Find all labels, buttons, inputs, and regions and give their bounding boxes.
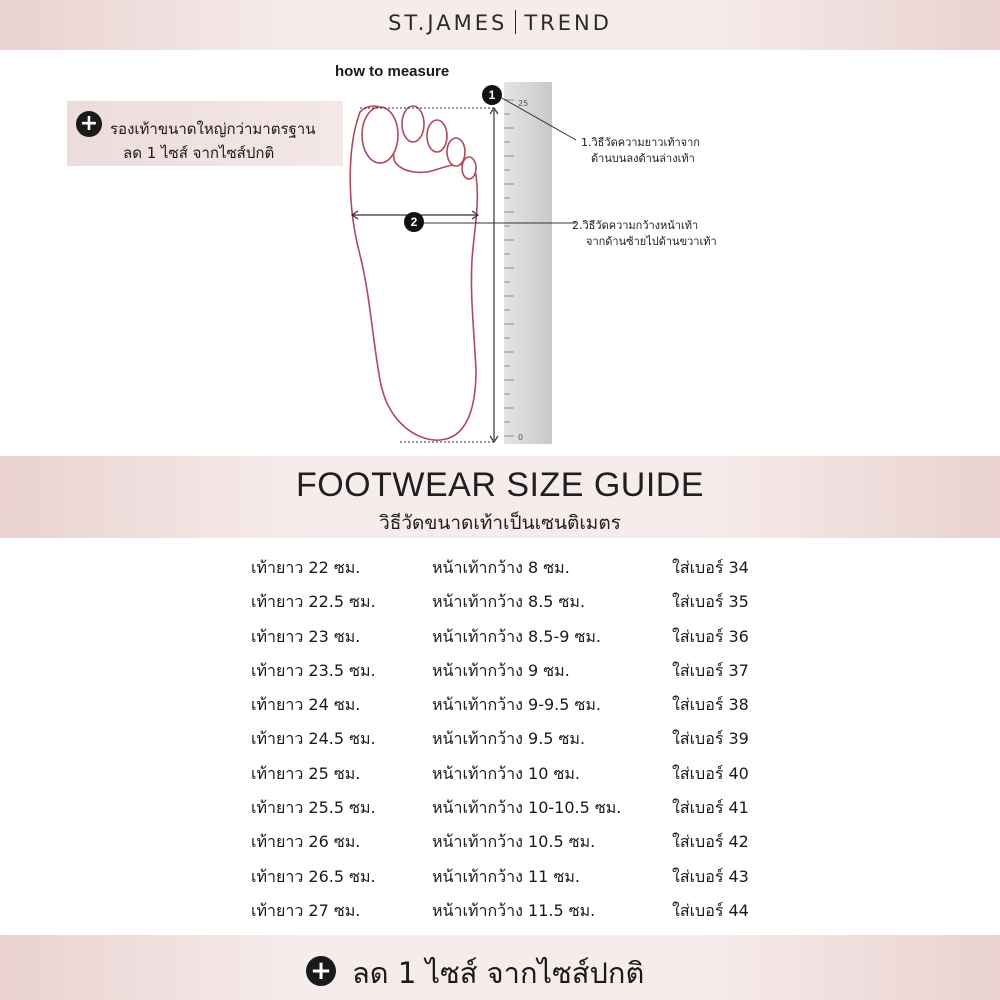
step-2-callout xyxy=(572,218,717,250)
shoe-size-cell: ใส่เบอร์ 42 xyxy=(672,832,749,852)
foot-diagram xyxy=(340,80,580,450)
brand-name: ST.JAMES xyxy=(388,11,508,35)
foot-length-cell: เท้ายาว 24 ซม. xyxy=(251,695,361,715)
table-row xyxy=(0,762,1000,796)
shoe-size-cell: ใส่เบอร์ 37 xyxy=(672,660,749,680)
step-1-badge: 1 xyxy=(482,85,502,105)
foot-width-cell: หน้าเท้ากว้าง 8.5 ซม. xyxy=(432,592,586,612)
footer-note: ลด 1 ไซส์ จากไซส์ปกติ xyxy=(352,956,645,990)
foot-width-cell: หน้าเท้ากว้าง 8.5-9 ซม. xyxy=(432,626,601,646)
table-row xyxy=(0,830,1000,864)
table-row xyxy=(0,865,1000,899)
foot-length-cell: เท้ายาว 26.5 ซม. xyxy=(251,866,376,886)
table-row xyxy=(0,659,1000,693)
foot-length-cell: เท้ายาว 25.5 ซม. xyxy=(251,798,376,818)
shoe-size-cell: ใส่เบอร์ 44 xyxy=(672,900,749,920)
foot-outline xyxy=(350,106,477,440)
table-row xyxy=(0,590,1000,624)
note-line-1: รองเท้าขนาดใหญ่กว่ามาตรฐาน xyxy=(110,120,316,138)
foot-width-cell: หน้าเท้ากว้าง 10-10.5 ซม. xyxy=(432,798,622,818)
shoe-size-cell: ใส่เบอร์ 39 xyxy=(672,729,749,749)
foot-width-cell: หน้าเท้ากว้าง 9-9.5 ซม. xyxy=(432,695,601,715)
foot-length-cell: เท้ายาว 24.5 ซม. xyxy=(251,729,376,749)
table-row xyxy=(0,625,1000,659)
foot-width-cell: หน้าเท้ากว้าง 11.5 ซม. xyxy=(432,900,596,920)
shoe-size-cell: ใส่เบอร์ 43 xyxy=(672,866,749,886)
brand-divider xyxy=(515,10,516,34)
foot-length-cell: เท้ายาว 22.5 ซม. xyxy=(251,592,376,612)
table-row xyxy=(0,899,1000,933)
shoe-size-cell: ใส่เบอร์ 40 xyxy=(672,763,749,783)
shoe-size-cell: ใส่เบอร์ 38 xyxy=(672,695,749,715)
foot-length-cell: เท้ายาว 26 ซม. xyxy=(251,832,361,852)
measure-title: how to measure xyxy=(335,63,450,80)
table-row xyxy=(0,693,1000,727)
foot-length-cell: เท้ายาว 25 ซม. xyxy=(251,763,361,783)
step-1-callout xyxy=(581,135,700,167)
ruler-label-top: 25 xyxy=(518,99,529,108)
ruler-label-bottom: 0 xyxy=(518,433,524,442)
size-table xyxy=(0,556,1000,933)
brand-logo xyxy=(0,10,1000,35)
plus-icon: + xyxy=(76,111,102,137)
foot-width-cell: หน้าเท้ากว้าง 10 ซม. xyxy=(432,763,580,783)
foot-width-cell: หน้าเท้ากว้าง 11 ซม. xyxy=(432,866,580,886)
foot-length-cell: เท้ายาว 22 ซม. xyxy=(251,558,361,577)
foot-width-cell: หน้าเท้ากว้าง 9.5 ซม. xyxy=(432,729,586,749)
foot-width-cell: หน้าเท้ากว้าง 9 ซม. xyxy=(432,660,570,680)
oversize-note xyxy=(67,101,343,166)
step-2-badge: 2 xyxy=(404,212,424,232)
table-row xyxy=(0,727,1000,761)
foot-width-cell: หน้าเท้ากว้าง 10.5 ซม. xyxy=(432,832,596,852)
brand-tag: TREND xyxy=(524,11,612,35)
note-line-2: ลด 1 ไซส์ จากไซส์ปกติ xyxy=(123,144,275,162)
guide-subtitle: วิธีวัดขนาดเท้าเป็นเซนติเมตร xyxy=(379,512,621,534)
table-row xyxy=(0,556,1000,590)
shoe-size-cell: ใส่เบอร์ 35 xyxy=(672,592,749,612)
step-1-line-2: ด้านบนลงด้านล่างเท้า xyxy=(591,152,695,165)
ruler xyxy=(504,82,552,444)
plus-icon: + xyxy=(306,956,336,986)
step-2-line-2: จากด้านซ้ายไปด้านขวาเท้า xyxy=(586,235,717,248)
step-2-line-1: 2.วิธีวัดความกว้างหน้าเท้า xyxy=(572,219,699,232)
shoe-size-cell: ใส่เบอร์ 36 xyxy=(672,626,749,646)
shoe-size-cell: ใส่เบอร์ 41 xyxy=(672,798,749,818)
foot-length-cell: เท้ายาว 23.5 ซม. xyxy=(251,660,376,680)
step-1-line-1: 1.วิธีวัดความยาวเท้าจาก xyxy=(581,136,700,149)
foot-length-cell: เท้ายาว 23 ซม. xyxy=(251,626,361,646)
table-row xyxy=(0,796,1000,830)
shoe-size-cell: ใส่เบอร์ 34 xyxy=(672,558,749,577)
foot-length-cell: เท้ายาว 27 ซม. xyxy=(251,900,361,920)
guide-title: FOOTWEAR SIZE GUIDE xyxy=(295,466,705,504)
foot-width-cell: หน้าเท้ากว้าง 8 ซม. xyxy=(432,558,570,577)
